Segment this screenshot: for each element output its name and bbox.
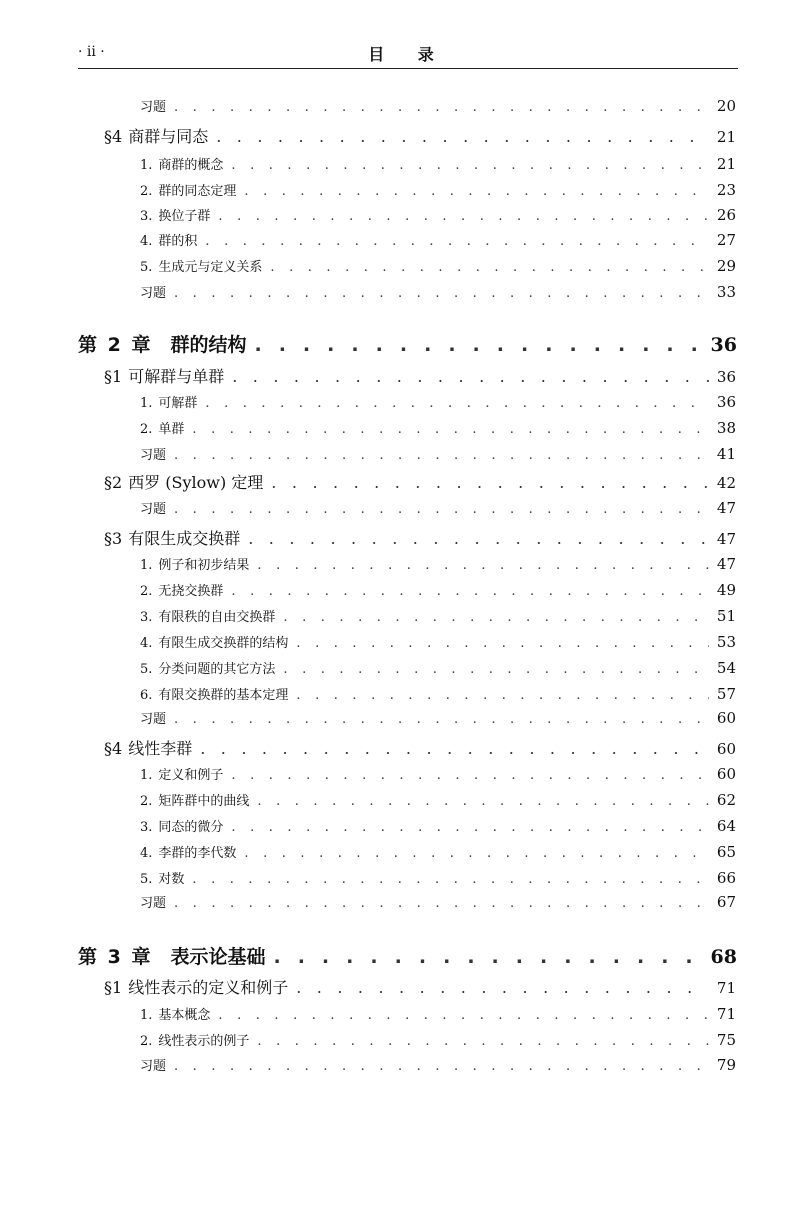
toc-section-entry[interactable]: [0, 975, 802, 998]
toc-subsection-entry[interactable]: [0, 230, 802, 249]
dot-leader: [257, 558, 708, 573]
entry-page-number: 62: [716, 791, 736, 809]
toc-subsection-entry[interactable]: [0, 632, 802, 651]
entry-page-number: 49: [716, 581, 736, 599]
entry-number: 第 3 章: [78, 946, 153, 968]
page-number: · ii ·: [78, 44, 105, 60]
entry-number: 5.: [140, 662, 153, 677]
entry-label: [0, 684, 288, 703]
entry-number: 5.: [140, 260, 153, 275]
toc-subsection-entry[interactable]: [0, 892, 802, 911]
entry-page-number: 71: [716, 979, 736, 997]
entry-page-number: 47: [716, 530, 736, 548]
entry-title: 有限秩的自由交换群: [158, 610, 276, 625]
toc-subsection-entry[interactable]: [0, 1055, 802, 1074]
entry-number: §4: [104, 739, 123, 758]
entry-number: 2.: [140, 422, 153, 437]
entry-number: 1.: [140, 558, 153, 573]
entry-number: 6.: [140, 688, 153, 703]
entry-number: 4.: [140, 234, 153, 249]
entry-label: [0, 764, 223, 783]
toc-subsection-entry[interactable]: [0, 1004, 802, 1023]
entry-title: 线性表示的例子: [158, 1034, 250, 1049]
entry-page-number: 67: [716, 893, 736, 911]
entry-page-number: 21: [716, 155, 736, 173]
entry-page-number: 36: [716, 368, 736, 386]
entry-label: [0, 606, 275, 625]
toc-section-entry[interactable]: [0, 470, 802, 493]
entry-number: 4.: [140, 636, 153, 651]
dot-leader: [232, 367, 709, 386]
entry-title: 同态的微分: [158, 820, 224, 835]
entry-label: [0, 842, 236, 861]
entry-label: [0, 790, 249, 809]
entry-page-number: 54: [716, 659, 736, 677]
entry-label: [0, 632, 288, 651]
page-title: 目 录: [368, 45, 448, 64]
entry-label: [0, 554, 249, 573]
dot-leader: [257, 1034, 708, 1049]
entry-title: 表示论基础: [170, 946, 266, 968]
entry-title: 商群的概念: [158, 158, 224, 173]
entry-number: 2.: [140, 794, 153, 809]
entry-label: [0, 96, 166, 115]
entry-label: [0, 392, 197, 411]
entry-title: 换位子群: [158, 209, 211, 224]
dot-leader: [248, 529, 709, 548]
dot-leader: [296, 978, 709, 997]
entry-label: [0, 205, 210, 224]
entry-page-number: 57: [716, 685, 736, 703]
entry-number: §1: [104, 367, 123, 386]
entry-number: 1.: [140, 768, 153, 783]
dot-leader: [218, 209, 708, 224]
page-header: [78, 38, 738, 69]
entry-label: [0, 580, 223, 599]
entry-title: 有限生成交换群的结构: [158, 636, 289, 651]
dot-leader: [273, 946, 702, 968]
toc-subsection-entry[interactable]: [0, 708, 802, 727]
entry-label: [0, 154, 223, 173]
toc-subsection-entry[interactable]: [0, 684, 802, 703]
dot-leader: [270, 260, 708, 275]
dot-leader: [174, 100, 709, 115]
entry-number: 2.: [140, 184, 153, 199]
dot-leader: [174, 896, 709, 911]
entry-number: 2.: [140, 584, 153, 599]
entry-number: §2: [104, 473, 123, 492]
dot-leader: [254, 334, 702, 356]
dot-leader: [174, 448, 709, 463]
toc-section-entry[interactable]: [0, 124, 802, 147]
toc-subsection-entry[interactable]: [0, 816, 802, 835]
dot-leader: [257, 794, 708, 809]
entry-page-number: 27: [716, 231, 736, 249]
entry-page-number: 60: [716, 709, 736, 727]
entry-page-number: 75: [716, 1031, 736, 1049]
entry-number: 1.: [140, 1008, 153, 1023]
toc-subsection-entry[interactable]: [0, 392, 802, 411]
entry-title: 单群: [158, 422, 185, 437]
entry-title: 李群的李代数: [158, 846, 237, 861]
entry-title: 无挠交换群: [158, 584, 224, 599]
entry-label: [0, 256, 262, 275]
entry-label: [0, 124, 208, 147]
entry-page-number: 64: [716, 817, 736, 835]
entry-label: [0, 330, 246, 357]
entry-label: [0, 868, 184, 887]
entry-label: [0, 180, 236, 199]
entry-label: [0, 526, 240, 549]
entry-title: 习题: [140, 712, 167, 727]
entry-title: 群的结构: [170, 334, 247, 356]
entry-number: 3.: [140, 209, 153, 224]
toc-subsection-entry[interactable]: [0, 282, 802, 301]
dot-leader: [283, 662, 708, 677]
dot-leader: [200, 739, 709, 758]
toc-subsection-entry[interactable]: [0, 205, 802, 224]
entry-title: 群的积: [158, 234, 198, 249]
entry-title: 线性表示的定义和例子: [128, 978, 289, 997]
entry-label: [0, 975, 288, 998]
entry-title: 习题: [140, 1059, 167, 1074]
entry-number: 3.: [140, 610, 153, 625]
entry-page-number: 47: [716, 499, 736, 517]
entry-label: [0, 282, 166, 301]
toc-subsection-entry[interactable]: [0, 868, 802, 887]
entry-label: [0, 658, 275, 677]
entry-title: 习题: [140, 502, 167, 517]
toc-subsection-entry[interactable]: [0, 418, 802, 437]
entry-title: 线性李群: [128, 739, 193, 758]
entry-page-number: 42: [716, 474, 736, 492]
entry-page-number: 47: [716, 555, 736, 573]
toc-section-entry[interactable]: [0, 736, 802, 759]
entry-page-number: 65: [716, 843, 736, 861]
entry-page-number: 71: [716, 1005, 736, 1023]
entry-page-number: 60: [716, 765, 736, 783]
dot-leader: [205, 234, 708, 249]
entry-title: 矩阵群中的曲线: [158, 794, 250, 809]
entry-label: [0, 364, 224, 387]
entry-title: 例子和初步结果: [158, 558, 250, 573]
entry-title: 群的同态定理: [158, 184, 237, 199]
toc-subsection-entry[interactable]: [0, 180, 802, 199]
entry-page-number: 36: [710, 334, 737, 356]
entry-page-number: 29: [716, 257, 736, 275]
entry-label: [0, 1055, 166, 1074]
entry-page-number: 41: [716, 445, 736, 463]
entry-title: 生成元与定义关系: [158, 260, 263, 275]
toc-subsection-entry[interactable]: [0, 554, 802, 573]
entry-label: [0, 892, 166, 911]
entry-page-number: 26: [716, 206, 736, 224]
entry-label: [0, 736, 192, 759]
entry-title: 习题: [140, 100, 167, 115]
entry-number: 1.: [140, 158, 153, 173]
entry-page-number: 23: [716, 181, 736, 199]
entry-number: 2.: [140, 1034, 153, 1049]
entry-label: [0, 498, 166, 517]
entry-page-number: 20: [716, 97, 736, 115]
dot-leader: [244, 846, 708, 861]
entry-title: 可解群: [158, 396, 198, 411]
entry-title: 有限生成交换群: [128, 529, 241, 548]
entry-label: [0, 230, 197, 249]
entry-page-number: 51: [716, 607, 736, 625]
entry-number: §3: [104, 529, 123, 548]
dot-leader: [174, 286, 709, 301]
entry-title: 分类问题的其它方法: [158, 662, 276, 677]
dot-leader: [174, 502, 709, 517]
entry-label: [0, 418, 184, 437]
entry-title: 对数: [158, 872, 185, 887]
entry-title: 可解群与单群: [128, 367, 225, 386]
entry-page-number: 21: [716, 128, 736, 146]
toc-subsection-entry[interactable]: [0, 1030, 802, 1049]
entry-number: 第 2 章: [78, 334, 153, 356]
entry-page-number: 38: [716, 419, 736, 437]
dot-leader: [174, 712, 709, 727]
dot-leader: [296, 636, 708, 651]
entry-label: [0, 1004, 210, 1023]
entry-label: [0, 470, 263, 493]
dot-leader: [231, 768, 708, 783]
dot-leader: [231, 158, 708, 173]
dot-leader: [174, 1059, 709, 1074]
toc-chapter-entry[interactable]: [0, 942, 802, 969]
entry-title: 西罗 (Sylow) 定理: [128, 473, 264, 492]
dot-leader: [231, 820, 708, 835]
dot-leader: [244, 184, 708, 199]
entry-title: 习题: [140, 448, 167, 463]
entry-label: [0, 1030, 249, 1049]
entry-page-number: 79: [716, 1056, 736, 1074]
toc-subsection-entry[interactable]: [0, 842, 802, 861]
entry-page-number: 33: [716, 283, 736, 301]
dot-leader: [296, 688, 708, 703]
dot-leader: [271, 473, 709, 492]
dot-leader: [205, 396, 708, 411]
entry-number: 3.: [140, 820, 153, 835]
toc-subsection-entry[interactable]: [0, 256, 802, 275]
toc-section-entry[interactable]: [0, 526, 802, 549]
entry-title: 习题: [140, 896, 167, 911]
entry-number: §1: [104, 978, 123, 997]
entry-title: 商群与同态: [128, 127, 209, 146]
toc-subsection-entry[interactable]: [0, 154, 802, 173]
entry-label: [0, 444, 166, 463]
dot-leader: [231, 584, 708, 599]
entry-number: 1.: [140, 396, 153, 411]
dot-leader: [192, 422, 708, 437]
toc-chapter-entry[interactable]: [0, 330, 802, 357]
dot-leader: [283, 610, 708, 625]
entry-label: [0, 942, 265, 969]
dot-leader: [218, 1008, 708, 1023]
entry-title: 定义和例子: [158, 768, 224, 783]
toc-subsection-entry[interactable]: [0, 444, 802, 463]
toc-subsection-entry[interactable]: [0, 96, 802, 115]
entry-page-number: 66: [716, 869, 736, 887]
toc-subsection-entry[interactable]: [0, 606, 802, 625]
toc-section-entry[interactable]: [0, 364, 802, 387]
entry-title: 有限交换群的基本定理: [158, 688, 289, 703]
dot-leader: [216, 127, 709, 146]
dot-leader: [192, 872, 708, 887]
entry-page-number: 53: [716, 633, 736, 651]
entry-label: [0, 708, 166, 727]
toc-subsection-entry[interactable]: [0, 764, 802, 783]
entry-title: 习题: [140, 286, 167, 301]
entry-label: [0, 816, 223, 835]
entry-number: §4: [104, 127, 123, 146]
entry-number: 5.: [140, 872, 153, 887]
toc-subsection-entry[interactable]: [0, 790, 802, 809]
entry-page-number: 36: [716, 393, 736, 411]
toc-subsection-entry[interactable]: [0, 498, 802, 517]
toc-subsection-entry[interactable]: [0, 658, 802, 677]
entry-page-number: 60: [716, 740, 736, 758]
entry-page-number: 68: [710, 946, 737, 968]
toc-subsection-entry[interactable]: [0, 580, 802, 599]
entry-title: 基本概念: [158, 1008, 211, 1023]
entry-number: 4.: [140, 846, 153, 861]
